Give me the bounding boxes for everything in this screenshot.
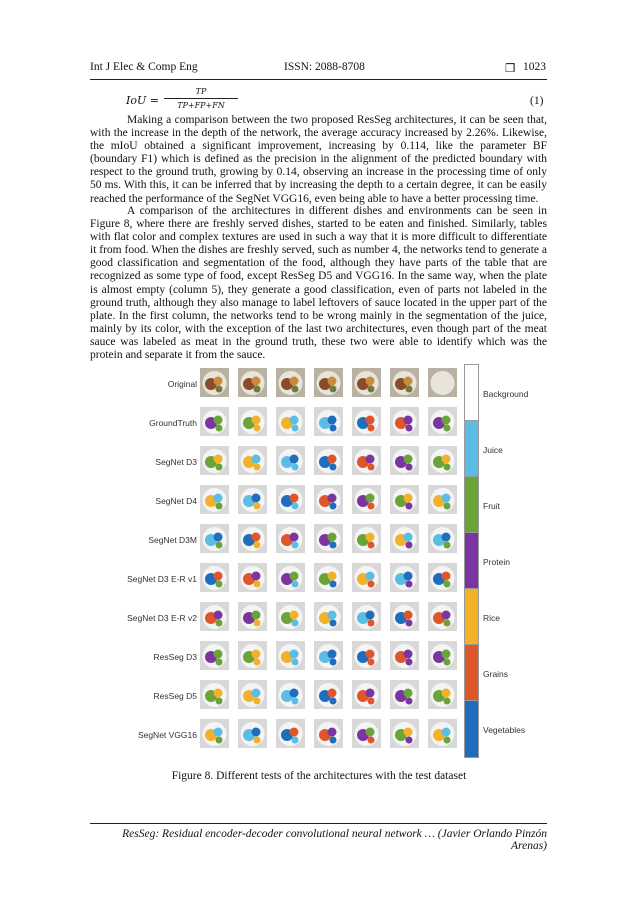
segmentation-tile [352,485,381,514]
paragraph-1-text: Making a comparison between the two proposed ResSeg architectures, it can be seen that, with the increase in the depth of the network, the average accuracy increased by 2.26%. Likewise, the mIoU obtained a significant improvement, increasing by 0.114, like the parameter BF (boundary F1) which is defined as the precision in the alignment of the predicted boundary with respect to the ground truth, growing by 0.14, observing an increase in the processing time of only 50 ms. With this, it can be inferred that by increasing the depth to a certain degree, it can be easily reached the performance of the SegNet VGG16, even being able to have a better processing time. [90,114,547,205]
segmentation-tile [390,719,419,748]
original-image-tile [276,368,305,397]
segmentation-tile [276,602,305,631]
plate-illustration [314,407,343,436]
equation-numerator: TP [195,87,207,96]
plate-illustration [390,368,419,397]
segmentation-tile [390,680,419,709]
legend-label: Juice [483,445,503,455]
plate-illustration [238,680,267,709]
plate-illustration [200,407,229,436]
plate-illustration [428,602,457,631]
segmentation-tile [352,719,381,748]
segmentation-tile [314,680,343,709]
segmentation-tile [390,641,419,670]
footer-title: ResSeg: Residual encoder-decoder convolutional neural network … (Javier Orlando Pinzón Arenas) [122,828,547,852]
footer-rule [90,823,547,824]
segmentation-tile [238,446,267,475]
plate-illustration [238,563,267,592]
row-label: SegNet VGG16 [137,730,197,740]
plate-illustration [428,368,457,397]
segmentation-tile [314,446,343,475]
plate-illustration [238,641,267,670]
plate-illustration [238,368,267,397]
segmentation-tile [314,641,343,670]
row-label: ResSeg D5 [153,691,197,701]
plate-illustration [314,446,343,475]
plate-illustration [390,407,419,436]
segmentation-tile [428,641,457,670]
plate-illustration [390,563,419,592]
plate-illustration [276,602,305,631]
plate-illustration [200,563,229,592]
plate-illustration [314,563,343,592]
box-icon: ❒ [505,63,516,75]
plate-illustration [390,485,419,514]
segmentation-tile [390,602,419,631]
row-label: SegNet D3 E-R v1 [127,574,197,584]
plate-illustration [428,485,457,514]
plate-illustration [428,719,457,748]
segmentation-tile [428,719,457,748]
segmentation-tile [200,524,229,553]
page-number: 1023 [523,61,546,73]
original-image-tile [428,368,457,397]
legend-swatch [465,589,478,645]
plate-illustration [428,680,457,709]
paragraph-2-text: A comparison of the architectures in different dishes and environments can be seen in Figure 8, where there are freshly served dishes, started to be eaten and finished. Similarly, tables with flat color and complex textures are used in such a way that it is more difficult to differentiate it from food. When the dishes are freshly served, such as number 4, the networks tend to generate a good classification and segmentation of the food, although they have parts of the table that are recognized as some type of food, except ResSeg D5 and VGG16. In the same way, when the plate is almost empty (column 5), they generate a good classification, even of parts not labeled in the ground truth, although they also manage to label leftovers of sauce located in the upper part of the plate. In the first column, the networks tend to be wrong mainly in the segmentation of the juice, mainly by its color, with the exception of the last two architectures, even though part of the meat sauce was labeled as meat in the ground truth, these two were able to identify which was the protein and separate it from the sauce. [90,205,547,362]
segmentation-tile [314,485,343,514]
fraction-bar [164,98,238,99]
segmentation-tile [200,641,229,670]
plate-illustration [390,719,419,748]
plate-illustration [276,524,305,553]
segmentation-tile [390,485,419,514]
figure-8 [117,365,529,760]
plate-illustration [428,407,457,436]
segmentation-tile [390,446,419,475]
plate-illustration [200,368,229,397]
plate-illustration [276,446,305,475]
plate-illustration [314,641,343,670]
plate-illustration [352,680,381,709]
plate-illustration [276,368,305,397]
row-label: GroundTruth [149,418,197,428]
segmentation-tile [276,641,305,670]
plate-illustration [238,446,267,475]
legend-label: Fruit [483,501,500,511]
segmentation-tile [314,719,343,748]
legend-label: Background [483,389,529,399]
segmentation-tile [200,485,229,514]
paragraph-1 [90,114,547,206]
plate-illustration [200,680,229,709]
row-label: SegNet D3 [155,457,197,467]
legend-label: Protein [483,557,510,567]
legend-swatch [465,701,478,757]
segmentation-tile [238,602,267,631]
segmentation-tile [352,446,381,475]
plate-illustration [200,602,229,631]
segmentation-tile [428,680,457,709]
plate-illustration [276,641,305,670]
segmentation-tile [352,641,381,670]
segmentation-tile [238,641,267,670]
original-image-tile [352,368,381,397]
plate-illustration [390,680,419,709]
plate-illustration [390,602,419,631]
segmentation-tile [200,446,229,475]
segmentation-tile [238,719,267,748]
segmentation-tile [276,407,305,436]
plate-illustration [352,641,381,670]
segmentation-tile [276,524,305,553]
segmentation-tile [428,407,457,436]
segmentation-tile [238,680,267,709]
plate-illustration [352,524,381,553]
legend-swatch [465,421,478,477]
plate-illustration [200,446,229,475]
original-image-tile [314,368,343,397]
legend-swatch [465,533,478,589]
segmentation-tile [314,524,343,553]
equation-number: (1) [530,95,544,107]
plate-illustration [352,407,381,436]
segmentation-tile [390,407,419,436]
segmentation-tile [352,524,381,553]
plate-illustration [390,446,419,475]
segmentation-tile [314,563,343,592]
segmentation-tile [200,407,229,436]
segmentation-tile [352,680,381,709]
plate-illustration [314,602,343,631]
plate-illustration [238,524,267,553]
plate-illustration [238,719,267,748]
original-image-tile [238,368,267,397]
plate-illustration [352,602,381,631]
segmentation-tile [238,563,267,592]
segmentation-tile [314,602,343,631]
plate-illustration [200,641,229,670]
segmentation-tile [390,524,419,553]
segmentation-tile [238,524,267,553]
plate-illustration [390,641,419,670]
segmentation-tile [314,407,343,436]
plate-illustration [276,485,305,514]
plate-illustration [352,485,381,514]
plate-illustration [314,680,343,709]
segmentation-tile [428,602,457,631]
plate-illustration [352,563,381,592]
issn: ISSN: 2088-8708 [284,61,365,73]
plate-illustration [238,485,267,514]
segmentation-tile [276,680,305,709]
legend-swatch [465,365,478,421]
segmentation-tile [428,563,457,592]
legend-label: Vegetables [483,725,526,735]
plate-illustration [276,680,305,709]
original-image-tile [200,368,229,397]
plate-illustration [238,407,267,436]
segmentation-tile [428,485,457,514]
row-label: ResSeg D3 [153,652,197,662]
journal-name: Int J Elec & Comp Eng [90,61,198,73]
figure-caption: Figure 8. Different tests of the architectures with the test dataset [171,770,467,782]
segmentation-tile [238,407,267,436]
equation-lhs: IoU = [126,94,159,107]
segmentation-tile [352,407,381,436]
plate-illustration [314,719,343,748]
row-label: SegNet D3 E-R v2 [127,613,197,623]
row-label: Original [167,379,197,389]
plate-illustration [390,524,419,553]
plate-illustration [428,641,457,670]
plate-illustration [314,485,343,514]
plate-illustration [352,446,381,475]
plate-illustration [276,407,305,436]
paragraph-2 [90,205,547,362]
legend-swatch [465,645,478,701]
segmentation-tile [352,602,381,631]
plate-illustration [276,563,305,592]
plate-illustration [352,719,381,748]
row-label: SegNet D3M [148,535,197,545]
plate-illustration [428,524,457,553]
plate-illustration [428,563,457,592]
segmentation-tile [200,563,229,592]
segmentation-tile [200,602,229,631]
plate-illustration [314,368,343,397]
plate-illustration [200,719,229,748]
equation-denominator: TP+FP+FN [177,101,225,110]
legend-swatch [465,477,478,533]
segmentation-tile [200,680,229,709]
segmentation-tile [200,719,229,748]
plate-illustration [352,368,381,397]
plate-illustration [314,524,343,553]
legend-label: Grains [483,669,509,679]
segmentation-tile [238,485,267,514]
segmentation-tile [276,485,305,514]
segmentation-tile [352,563,381,592]
plate-illustration [428,446,457,475]
legend-label: Rice [483,613,501,623]
plate-illustration [276,719,305,748]
original-image-tile [390,368,419,397]
segmentation-tile [276,446,305,475]
row-label: SegNet D4 [155,496,197,506]
header-rule [90,79,547,80]
segmentation-tile [390,563,419,592]
segmentation-tile [276,719,305,748]
segmentation-tile [428,446,457,475]
segmentation-tile [428,524,457,553]
plate-illustration [200,485,229,514]
segmentation-tile [276,563,305,592]
plate-illustration [238,602,267,631]
equation-fraction [164,87,238,110]
plate-illustration [200,524,229,553]
